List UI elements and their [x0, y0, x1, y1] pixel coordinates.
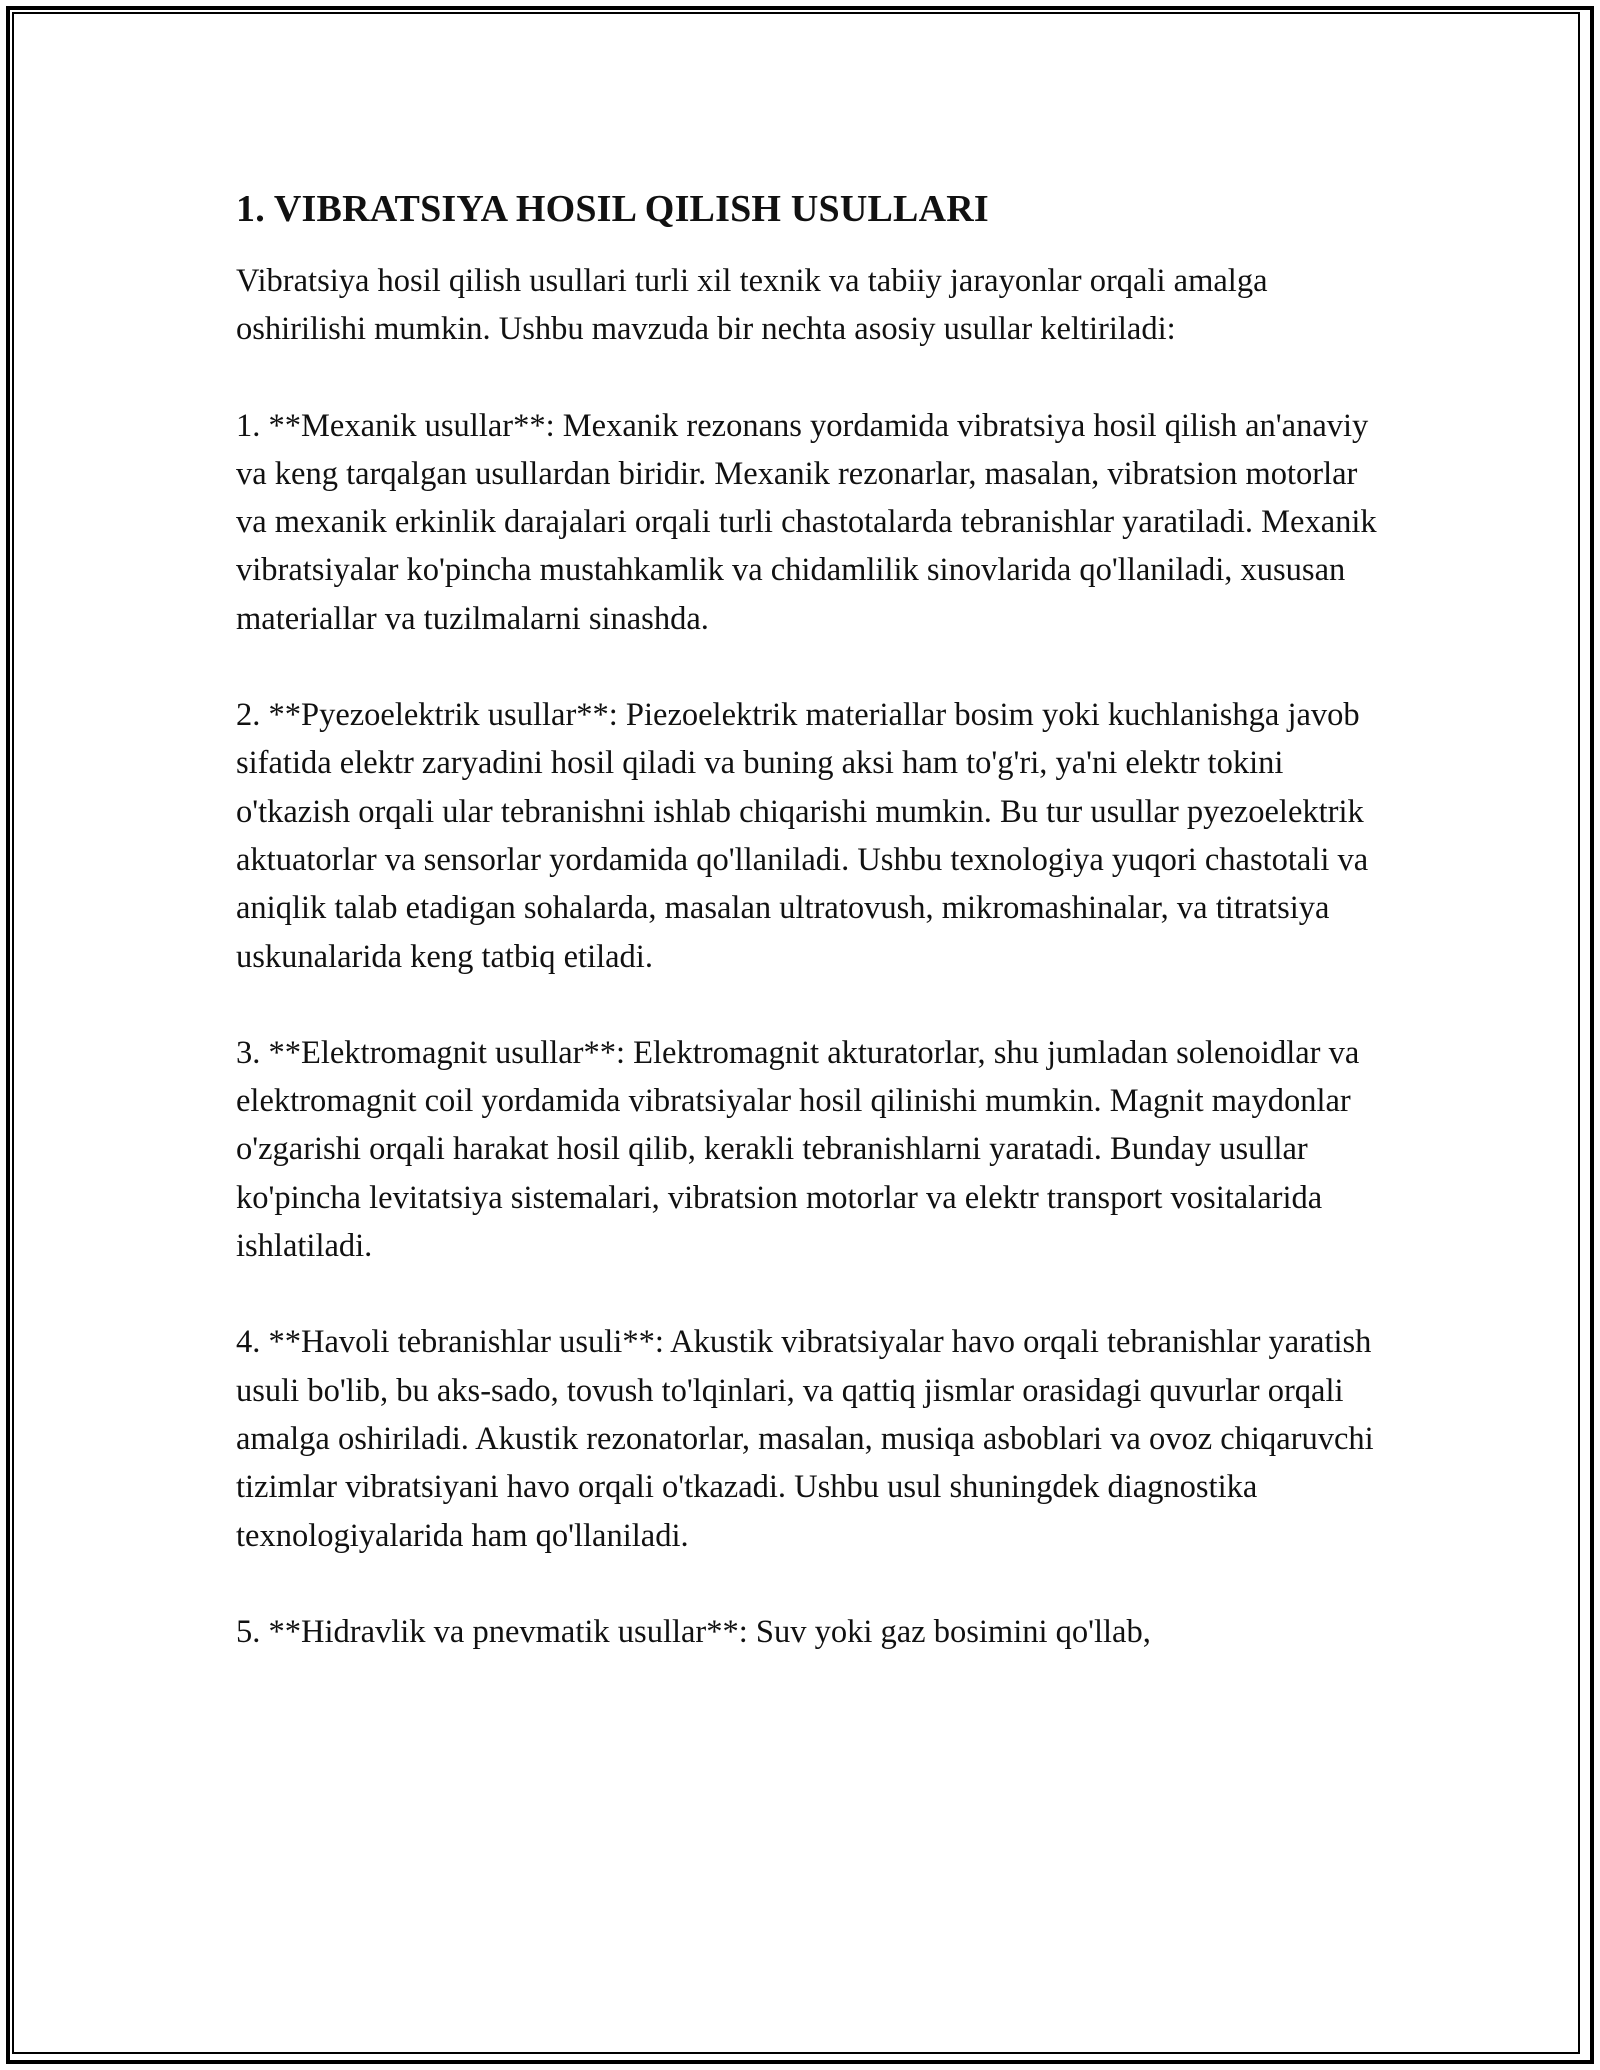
document-title: 1. VIBRATSIYA HOSIL QILISH USULLARI — [236, 188, 989, 230]
document-body — [236, 185, 1386, 1704]
paragraph-acoustic-methods: 4. **Havoli tebranishlar usuli**: Akustik vibratsiyalar havo orqali tebranishlar yaratish usuli bo'lib, bu aks-sado, tovush to'lqinlari, va qattiq jismlar orasidagi quvurlar orqali amalga oshiriladi. Akustik rezonatorlar, masalan, musiqa asboblari va ovoz chiqaruvchi tizimlar vibratsiyani havo orqali o'tkazadi. Ushbu usul shuningdek diagnostika texnologiyalarida ham qo'llaniladi. — [236, 1324, 1374, 1554]
paragraph-mechanical-methods: 1. **Mexanik usullar**: Mexanik rezonans yordamida vibratsiya hosil qilish an'anaviy va keng tarqalgan usullardan biridir. Mexanik rezonarlar, masalan, vibratsion motorlar va mexanik erkinlik darajalari orqali turli chastotalarda tebranishlar yaratiladi. Mexanik vibratsiyalar ko'pincha mustahkamlik va chidamlilik sinovlarida qo'llaniladi, xususan materiallar va tuzilmalarni sinashda. — [236, 407, 1377, 637]
paragraph-electromagnetic-methods: 3. **Elektromagnit usullar**: Elektromagnit akturatorlar, shu jumladan solenoidlar va elektromagnit coil yordamida vibratsiyalar hosil qilinishi mumkin. Magnit maydonlar o'zgarishi orqali harakat hosil qilib, kerakli tebranishlarni yaratadi. Bunday usullar ko'pincha levitatsiya sistemalari, vibratsion motorlar va elektr transport vositalarida ishlatiladi. — [236, 1034, 1360, 1265]
paragraph-piezoelectric-methods: 2. **Pyezoelektrik usullar**: Piezoelektrik materiallar bosim yoki kuchlanishga javob sifatida elektr zaryadini hosil qiladi va buning aksi ham to'g'ri, ya'ni elektr tokini o'tkazish orqali ular tebranishni ishlab chiqarishi mumkin. Bu tur usullar pyezoelektrik aktuatorlar va sensorlar yordamida qo'llaniladi. Ushbu texnologiya yuqori chastotali va aniqlik talab etadigan sohalarda, masalan ultratovush, mikromashinalar, va titratsiya uskunalarida keng tatbiq etiladi. — [236, 697, 1369, 975]
paragraph-hydraulic-pneumatic-methods: 5. **Hidravlik va pnevmatik usullar**: Suv yoki gaz bosimini qo'llab, — [236, 1613, 1151, 1650]
intro-paragraph: Vibratsiya hosil qilish usullari turli xil texnik va tabiiy jarayonlar orqali amalga oshirilishi mumkin. Ushbu mavzuda bir nechta asosiy usullar keltiriladi: — [236, 263, 1268, 348]
